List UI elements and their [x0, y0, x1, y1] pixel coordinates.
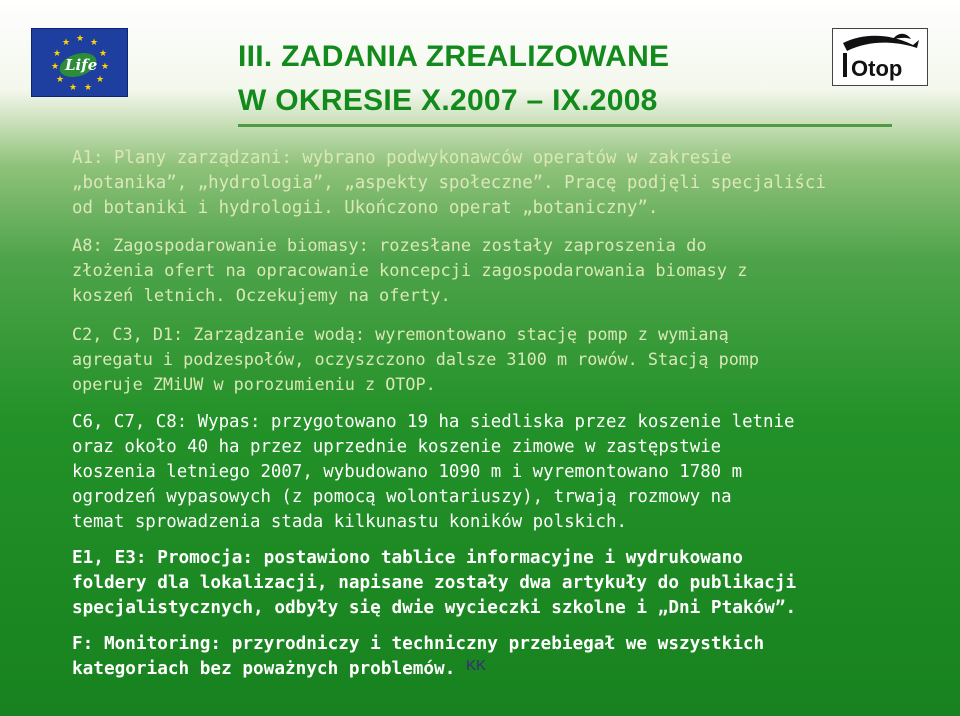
title-divider [238, 124, 892, 127]
paragraph-line: A8: Zagospodarowanie biomasy: rozesłane zostały zaproszenia do [72, 236, 707, 256]
footer-initials: KK [466, 657, 487, 674]
paragraph-line: temat sprowadzenia stada kilkunastu koników polskich. [72, 512, 627, 532]
paragraph-line: foldery dla lokalizacji, napisane zostały dwa artykuły do publikacji [72, 573, 797, 593]
title-line-2: W OKRESIE X.2007 – IX.2008 [238, 84, 658, 117]
paragraph-line: C6, C7, C8: Wypas: przygotowano 19 ha siedliska przez koszenie letnie [72, 412, 795, 432]
paragraph-line: specjalistycznych, odbyły się dwie wycieczki szkolne i „Dni Ptaków”. [72, 598, 797, 618]
paragraph-line: kategoriach bez poważnych problemów. [72, 659, 456, 679]
paragraph-c2-c3-d1 [72, 322, 892, 397]
paragraph-line: koszeń letnich. Oczekujemy na oferty. [72, 286, 451, 306]
life-logo-text: Life [65, 56, 98, 74]
svg-text:★: ★ [56, 75, 65, 85]
paragraph-line: od botaniki i hydrologii. Ukończono operat „botaniczny”. [72, 198, 659, 218]
paragraph-line: koszenia letniego 2007, wybudowano 1090 m i wyremontowano 1780 m [72, 462, 743, 482]
paragraph-a8 [72, 234, 892, 309]
svg-text:★: ★ [69, 83, 78, 93]
svg-text:★: ★ [76, 34, 85, 44]
paragraph-line: C2, C3, D1: Zarządzanie wodą: wyremontowano stację pomp z wymianą [72, 324, 729, 344]
eu-life-logo-icon [31, 28, 128, 97]
svg-text:★: ★ [96, 75, 105, 85]
title-line-1: III. ZADANIA ZREALIZOWANE [238, 40, 670, 73]
paragraph-a1 [72, 146, 892, 221]
svg-text:★: ★ [62, 38, 71, 48]
paragraph-line: agregatu i podzespołów, oczyszczono dalsze 3100 m rowów. Stacją pomp [72, 349, 760, 369]
paragraph-line: E1, E3: Promocja: postawiono tablice informacyjne i wydrukowano [72, 548, 743, 568]
paragraph-c6-c7-c8 [72, 410, 892, 535]
paragraph-line: A1: Plany zarządzani: wybrano podwykonawców operatów w zakresie [72, 148, 732, 168]
paragraph-e1-e3 [72, 546, 892, 621]
svg-text:★: ★ [90, 38, 99, 48]
svg-text:★: ★ [53, 49, 62, 59]
svg-text:★: ★ [51, 62, 60, 72]
svg-text:★: ★ [101, 62, 110, 72]
paragraph-line: złożenia ofert na opracowanie koncepcji zagospodarowania biomasy z [72, 261, 748, 281]
otop-logo-text: Otop [851, 56, 903, 81]
paragraph-line: ogrodzeń wypasowych (z pomocą wolontariuszy), trwają rozmowy na [72, 487, 732, 507]
paragraph-line: „botanika”, „hydrologia”, „aspekty społeczne”. Pracę podjęli specjaliści [72, 173, 826, 193]
otop-bird-logo-icon [832, 28, 928, 86]
task-list [72, 146, 892, 682]
paragraph-line: oraz około 40 ha przez uprzednie koszenie zimowe w zastępstwie [72, 437, 722, 457]
paragraph-line: operuje ZMiUW w porozumieniu z OTOP. [72, 374, 436, 394]
svg-text:★: ★ [84, 83, 93, 93]
paragraph-line: F: Monitoring: przyrodniczy i techniczny przebiegał we wszystkich [72, 634, 765, 654]
page-title [238, 35, 798, 123]
svg-text:★: ★ [99, 49, 108, 59]
